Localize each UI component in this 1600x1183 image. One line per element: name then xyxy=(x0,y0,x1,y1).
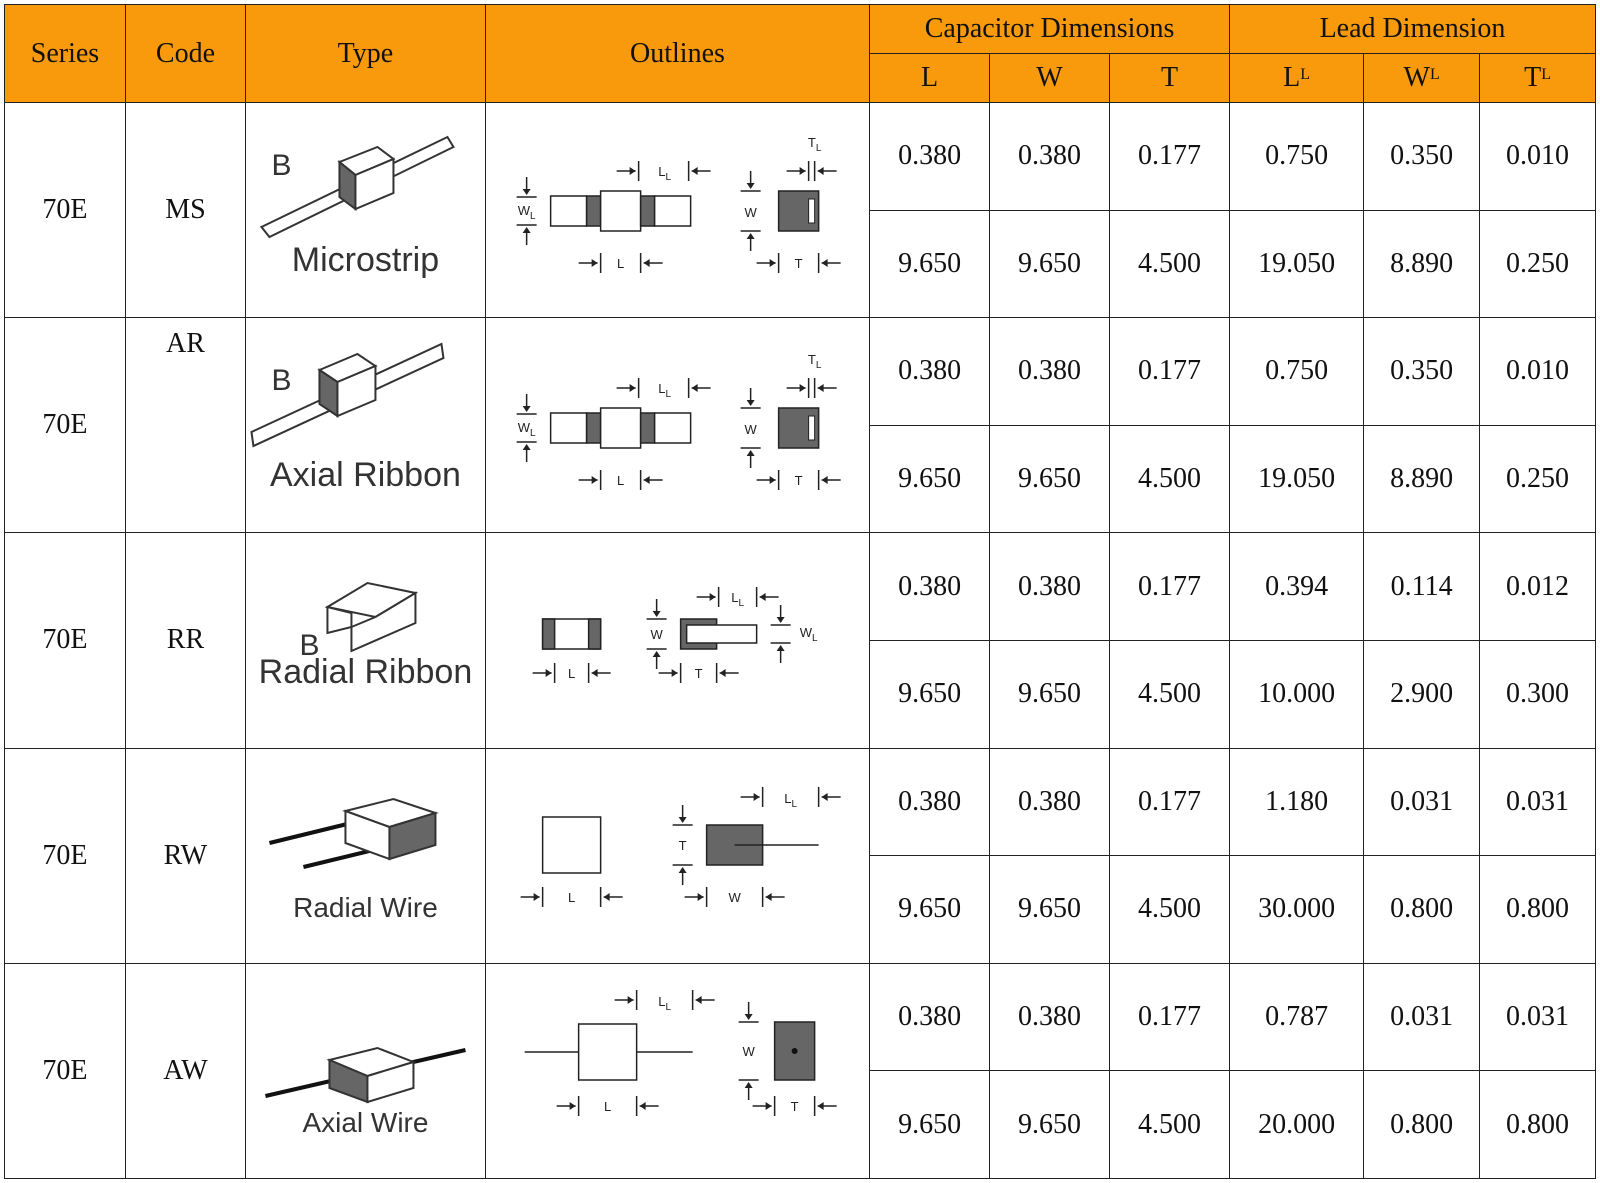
value-cell: 0.177 xyxy=(1110,103,1230,211)
value-cell: 0.350 xyxy=(1364,103,1480,211)
dimensions-table xyxy=(4,4,1596,1179)
table-row xyxy=(5,103,1596,211)
value-cell: 0.800 xyxy=(1364,856,1480,964)
header-capacitor-dimensions: Capacitor Dimensions xyxy=(870,5,1230,54)
outlines-cell xyxy=(485,103,869,318)
value-cell: 30.000 xyxy=(1229,856,1363,964)
svg-text:L: L xyxy=(616,256,625,272)
svg-text:T: T xyxy=(794,473,803,489)
header-type: Type xyxy=(245,5,485,103)
header-lead-dimension: Lead Dimension xyxy=(1229,5,1595,54)
value-cell: 0.750 xyxy=(1229,103,1363,211)
svg-text:LL: $L_L$ xyxy=(658,993,671,1013)
series-cell: 70E xyxy=(5,318,126,533)
type-letter: B xyxy=(271,149,292,183)
value-cell: 0.380 xyxy=(990,533,1110,641)
outlines-cell xyxy=(485,963,869,1178)
value-cell: 4.500 xyxy=(1110,856,1230,964)
code-cell: RR xyxy=(125,533,245,748)
value-cell: 0.031 xyxy=(1364,748,1480,856)
code-cell: RW xyxy=(125,748,245,963)
type-illustration xyxy=(246,533,485,747)
type-illustration xyxy=(246,103,485,317)
header-lead-t: $T^L$ xyxy=(1480,54,1596,103)
value-cell: 20.000 xyxy=(1229,1071,1363,1179)
series-cell: 70E xyxy=(5,533,126,748)
outlines-cell xyxy=(485,748,869,963)
outline-drawing xyxy=(486,533,869,747)
value-cell: 0.787 xyxy=(1229,963,1363,1071)
header-series: Series xyxy=(5,5,126,103)
table-row xyxy=(5,533,1596,641)
svg-text:WL: $W_L$ xyxy=(517,203,536,223)
type-label: Axial Wire xyxy=(302,1106,429,1138)
value-cell: 10.000 xyxy=(1229,640,1363,748)
type-label: Axial Ribbon xyxy=(269,456,461,495)
type-cell xyxy=(245,748,485,963)
value-cell: 9.650 xyxy=(870,640,990,748)
svg-text:WL: $W_L$ xyxy=(799,625,818,645)
outlines-cell xyxy=(485,533,869,748)
type-cell xyxy=(245,103,485,318)
svg-text:LL: $L_L$ xyxy=(731,590,744,610)
svg-text:LL: $L_L$ xyxy=(784,790,797,810)
header-lead-w: $W^L$ xyxy=(1364,54,1480,103)
value-cell: 9.650 xyxy=(990,1071,1110,1179)
value-cell: 0.177 xyxy=(1110,963,1230,1071)
value-cell: 0.031 xyxy=(1480,748,1596,856)
svg-text:T: T xyxy=(794,256,803,272)
svg-text:LL: $L_L$ xyxy=(658,164,671,184)
svg-text:W: W xyxy=(728,889,741,905)
value-cell: 0.750 xyxy=(1229,318,1363,426)
header-cap-t: T xyxy=(1110,54,1230,103)
header-code: Code xyxy=(125,5,245,103)
svg-text:TL: $T_L$ xyxy=(807,352,822,372)
value-cell: 0.177 xyxy=(1110,748,1230,856)
value-cell: 19.050 xyxy=(1229,425,1363,533)
value-cell: 9.650 xyxy=(990,640,1110,748)
svg-text:W: W xyxy=(744,422,757,438)
outline-drawing xyxy=(486,964,869,1178)
type-label: Radial Wire xyxy=(293,891,438,923)
value-cell: 19.050 xyxy=(1229,210,1363,318)
outline-drawing xyxy=(486,318,869,532)
value-cell: 0.380 xyxy=(870,533,990,641)
value-cell: 4.500 xyxy=(1110,1071,1230,1179)
svg-text:LL: $L_L$ xyxy=(658,381,671,401)
table-row xyxy=(5,963,1596,1071)
series-cell: 70E xyxy=(5,103,126,318)
value-cell: 0.380 xyxy=(990,963,1110,1071)
value-cell: 0.380 xyxy=(990,103,1110,211)
outline-drawing xyxy=(486,103,869,317)
value-cell: 8.890 xyxy=(1364,425,1480,533)
code-cell: AR xyxy=(125,318,245,533)
svg-text:W: W xyxy=(742,1043,755,1059)
value-cell: 0.114 xyxy=(1364,533,1480,641)
value-cell: 0.380 xyxy=(990,748,1110,856)
value-cell: 0.800 xyxy=(1480,856,1596,964)
type-letter: B xyxy=(299,629,320,663)
type-letter: B xyxy=(271,364,292,398)
svg-text:L: L xyxy=(567,666,576,682)
value-cell: 0.010 xyxy=(1480,318,1596,426)
value-cell: 4.500 xyxy=(1110,425,1230,533)
type-cell xyxy=(245,963,485,1178)
header-cap-l: L xyxy=(870,54,990,103)
type-illustration xyxy=(246,318,485,532)
value-cell: 0.380 xyxy=(870,103,990,211)
value-cell: 0.380 xyxy=(990,318,1110,426)
svg-text:W: W xyxy=(650,627,663,643)
series-cell: 70E xyxy=(5,963,126,1178)
svg-text:T: T xyxy=(790,1098,799,1114)
value-cell: 0.800 xyxy=(1480,1071,1596,1179)
value-cell: 0.031 xyxy=(1364,963,1480,1071)
table-row xyxy=(5,318,1596,426)
value-cell: 0.380 xyxy=(870,318,990,426)
value-cell: 0.350 xyxy=(1364,318,1480,426)
value-cell: 9.650 xyxy=(990,210,1110,318)
value-cell: 9.650 xyxy=(870,425,990,533)
value-cell: 0.250 xyxy=(1480,425,1596,533)
table-body xyxy=(5,103,1596,1179)
value-cell: 0.010 xyxy=(1480,103,1596,211)
value-cell: 0.394 xyxy=(1229,533,1363,641)
value-cell: 9.650 xyxy=(990,425,1110,533)
value-cell: 0.380 xyxy=(870,963,990,1071)
series-cell: 70E xyxy=(5,748,126,963)
type-cell xyxy=(245,533,485,748)
value-cell: 9.650 xyxy=(990,856,1110,964)
value-cell: 0.177 xyxy=(1110,533,1230,641)
code-cell: AW xyxy=(125,963,245,1178)
value-cell: 0.800 xyxy=(1364,1071,1480,1179)
value-cell: 0.380 xyxy=(870,748,990,856)
code-cell: MS xyxy=(125,103,245,318)
value-cell: 8.890 xyxy=(1364,210,1480,318)
value-cell: 0.012 xyxy=(1480,533,1596,641)
value-cell: 0.031 xyxy=(1480,963,1596,1071)
type-label: Radial Ribbon xyxy=(258,653,473,692)
value-cell: 9.650 xyxy=(870,1071,990,1179)
value-cell: 0.300 xyxy=(1480,640,1596,748)
svg-text:TL: $T_L$ xyxy=(807,135,822,155)
value-cell: 1.180 xyxy=(1229,748,1363,856)
outlines-cell xyxy=(485,318,869,533)
svg-text:L: L xyxy=(567,889,576,905)
value-cell: 4.500 xyxy=(1110,640,1230,748)
type-illustration xyxy=(246,749,485,963)
type-cell xyxy=(245,318,485,533)
outline-drawing xyxy=(486,749,869,963)
type-label: Microstrip xyxy=(291,241,440,280)
svg-text:T: T xyxy=(678,837,687,853)
value-cell: 4.500 xyxy=(1110,210,1230,318)
value-cell: 0.177 xyxy=(1110,318,1230,426)
svg-text:W: W xyxy=(744,205,757,221)
header-lead-l: $L^L$ xyxy=(1229,54,1363,103)
header-cap-w: W xyxy=(990,54,1110,103)
svg-text:L: L xyxy=(616,473,625,489)
value-cell: 0.250 xyxy=(1480,210,1596,318)
value-cell: 2.900 xyxy=(1364,640,1480,748)
table-row xyxy=(5,748,1596,856)
type-illustration xyxy=(246,964,485,1178)
value-cell: 9.650 xyxy=(870,210,990,318)
svg-text:WL: $W_L$ xyxy=(517,420,536,440)
svg-text:T: T xyxy=(694,666,703,682)
value-cell: 9.650 xyxy=(870,856,990,964)
svg-text:L: L xyxy=(603,1098,612,1114)
header-outlines: Outlines xyxy=(485,5,869,103)
